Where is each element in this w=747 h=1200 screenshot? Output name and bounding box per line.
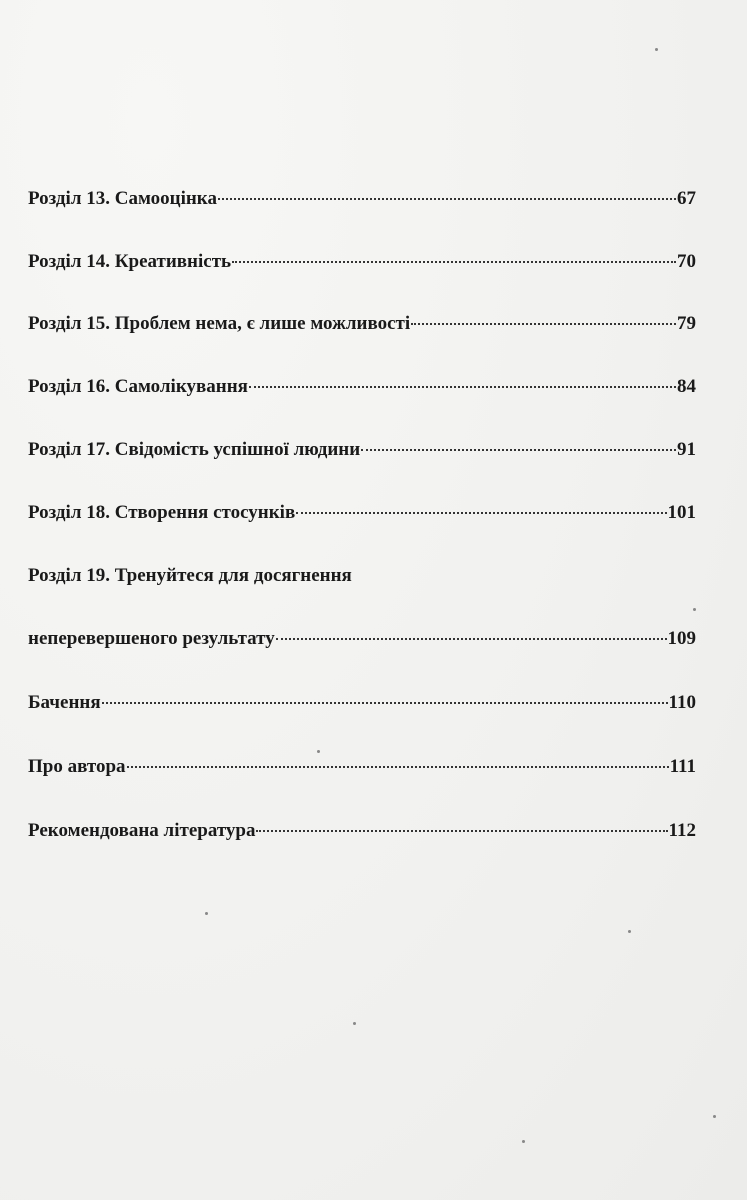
- dot-leader: [296, 511, 666, 514]
- scan-speck: [522, 1140, 525, 1143]
- toc-entry-title: Розділ 19. Тренуйтеся для досягнення: [28, 565, 352, 586]
- toc-entry-vision: [28, 692, 696, 721]
- toc-entry-page: 110: [668, 692, 696, 713]
- toc-entry-title: Розділ 17. Свідомість успішної людини: [28, 439, 361, 460]
- dot-leader: [361, 448, 676, 451]
- toc-entry-page: 111: [669, 756, 696, 777]
- toc-entry-page: 70: [677, 251, 696, 272]
- dot-leader: [276, 637, 667, 640]
- toc-entry-title: Про автора: [28, 756, 126, 777]
- toc-entry-17: [28, 439, 696, 468]
- scan-speck: [655, 48, 658, 51]
- toc-entry-title: Розділ 13. Самооцінка: [28, 188, 217, 209]
- toc-entry-page: 112: [668, 820, 696, 841]
- dot-leader: [127, 765, 669, 768]
- dot-leader: [232, 260, 676, 263]
- scan-speck: [317, 750, 320, 753]
- dot-leader: [256, 829, 667, 832]
- scan-speck: [628, 930, 631, 933]
- scan-speck: [205, 912, 208, 915]
- toc-entry-16: [28, 376, 696, 405]
- toc-entry-13: [28, 188, 696, 217]
- toc-entry-page: 91: [677, 439, 696, 460]
- toc-entry-15: [28, 313, 696, 342]
- dot-leader: [102, 701, 668, 704]
- toc-entry-title: Розділ 14. Креативність: [28, 251, 232, 272]
- toc-entry-about-author: [28, 756, 696, 785]
- toc-entry-14: [28, 251, 696, 280]
- dot-leader: [249, 385, 676, 388]
- table-of-contents: [28, 188, 696, 849]
- toc-entry-page: 67: [677, 188, 696, 209]
- toc-entry-title: Бачення: [28, 692, 101, 713]
- toc-entry-literature: [28, 820, 696, 849]
- toc-entry-page: 84: [677, 376, 696, 397]
- toc-entry-19-line2: [28, 628, 696, 657]
- toc-entry-title: Рекомендована література: [28, 820, 256, 841]
- toc-entry-title: Розділ 18. Створення стосунків: [28, 502, 296, 523]
- scan-speck: [713, 1115, 716, 1118]
- toc-entry-page: 79: [677, 313, 696, 334]
- toc-entry-19-line1: [28, 565, 696, 594]
- toc-entry-title: неперевершеного результату: [28, 628, 275, 649]
- dot-leader: [411, 322, 676, 325]
- toc-entry-title: Розділ 16. Самолікування: [28, 376, 248, 397]
- toc-entry-title: Розділ 15. Проблем нема, є лише можливості: [28, 313, 411, 334]
- toc-entry-18: [28, 502, 696, 531]
- scan-speck: [693, 608, 696, 611]
- dot-leader: [218, 197, 676, 200]
- toc-entry-page: 101: [667, 502, 696, 523]
- scan-speck: [353, 1022, 356, 1025]
- toc-entry-page: 109: [667, 628, 696, 649]
